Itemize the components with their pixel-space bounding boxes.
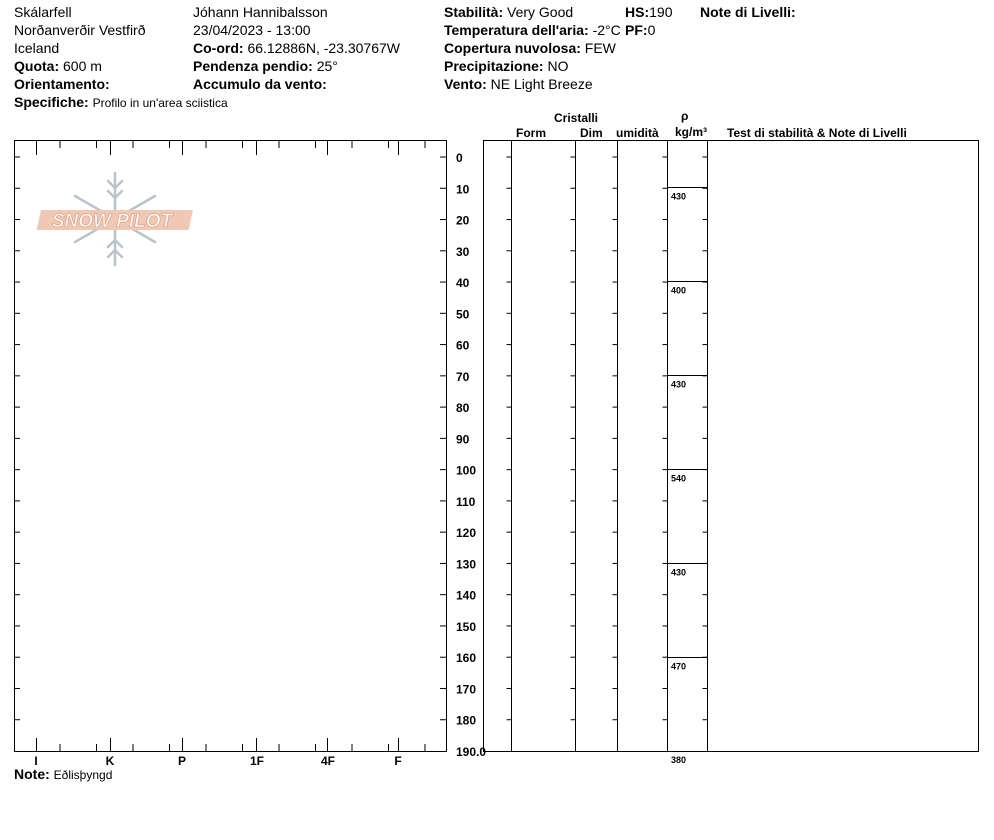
hardness-tick-label: I [34,754,38,768]
depth-tick-label: 120 [456,526,477,541]
rho-header: ρ [681,109,689,123]
hs-label: HS: [625,4,650,20]
density-value: 430 [671,379,687,390]
form-header: Form [516,126,546,140]
depth-axis [14,151,486,759]
depth-tick-label: 40 [456,276,470,291]
depth-tick-label: 150 [456,619,477,634]
depth-tick-label: 110 [456,494,476,509]
moisture-header: umidità [616,126,659,140]
depth-tick-label: 130 [456,557,477,572]
pf-value: 0 [647,22,656,38]
density-layers [667,188,707,766]
depth-tick-label: 70 [456,369,470,384]
footer-note [14,766,112,783]
depth-tick-label: 10 [456,182,470,197]
snowpilot-logo [37,173,193,265]
country-name: Iceland [14,40,60,56]
depth-bottom-label: 190.0 [456,745,487,759]
depth-tick-label: 160 [456,651,477,666]
specifics-label: Specifiche: [14,94,89,110]
elevation-value: 600 m [63,58,102,74]
depth-tick-label: 170 [456,682,477,697]
depth-tick-label: 50 [456,307,470,322]
density-unit-header: kg/m³ [675,125,708,139]
wind-value: NE Light Breeze [490,76,593,92]
observer-name: Jóhann Hannibalsson [193,4,328,20]
logo-text: SNOW PILOT [51,211,173,232]
depth-tick-label: 30 [456,244,470,259]
depth-tick-label: 140 [456,588,477,603]
precip-value: NO [547,58,569,74]
hardness-tick-label: 1F [249,754,265,768]
depth-tick-label: 60 [456,338,470,353]
air-temp-value: -2°C [592,22,621,38]
dim-header: Dim [580,126,603,140]
precip-label: Precipitazione: [444,58,544,74]
density-value: 380 [671,755,687,765]
density-value: 470 [671,661,687,672]
density-value: 430 [671,191,687,202]
hardness-ticks [34,140,425,768]
location-name: Skálarfell [14,4,72,20]
pf-label: PF: [625,22,648,38]
depth-tick-label: 80 [456,401,470,416]
hs-value: 190 [649,4,673,20]
density-value: 400 [671,285,687,296]
elevation-label: Quota: [14,58,60,74]
hardness-tick-label: P [177,754,187,768]
crystals-header: Cristalli [554,111,599,125]
hardness-tick-label: 4F [320,754,336,768]
stability-value: Very Good [507,4,574,20]
slope-value: 25° [316,58,338,74]
table-depth-ticks [507,157,708,720]
coordinates-label: Co-ord: [193,40,244,56]
air-temp-label: Temperatura dell'aria: [444,22,589,38]
density-value: 540 [671,473,687,484]
specifics-value: Profilo in un'area sciistica [92,96,228,110]
cloud-label: Copertura nuvolosa: [444,40,581,56]
density-value: 430 [671,567,687,578]
region-name: Norðanverðir Vestfirð [14,22,146,38]
slope-label: Pendenza pendio: [193,58,313,74]
depth-tick-label: 90 [456,432,470,447]
stability-notes-header: Test di stabilità & Note di Livelli [727,126,907,140]
aspect-label: Orientamento: [14,76,110,92]
hardness-tick-label: K [105,754,115,768]
note-value: Eðlisþyngd [53,768,113,782]
depth-tick-label: 180 [456,713,477,728]
note-label: Note: [14,766,50,782]
coordinates-value: 66.12886N, -23.30767W [247,40,400,56]
wind-loading-label: Accumulo da vento: [193,76,327,92]
layer-table-frame [484,141,979,752]
cloud-value: FEW [584,40,616,56]
observation-datetime: 23/04/2023 - 13:00 [193,22,311,38]
layer-notes-label: Note di Livelli: [700,4,796,20]
hardness-graph-frame [15,141,447,752]
depth-tick-label: 20 [456,213,470,228]
depth-tick-label: 100 [456,463,477,478]
hardness-tick-label: F [394,754,402,768]
depth-tick-label: 0 [456,151,463,165]
wind-label: Vento: [444,76,487,92]
stability-label: Stabilità: [444,4,504,20]
